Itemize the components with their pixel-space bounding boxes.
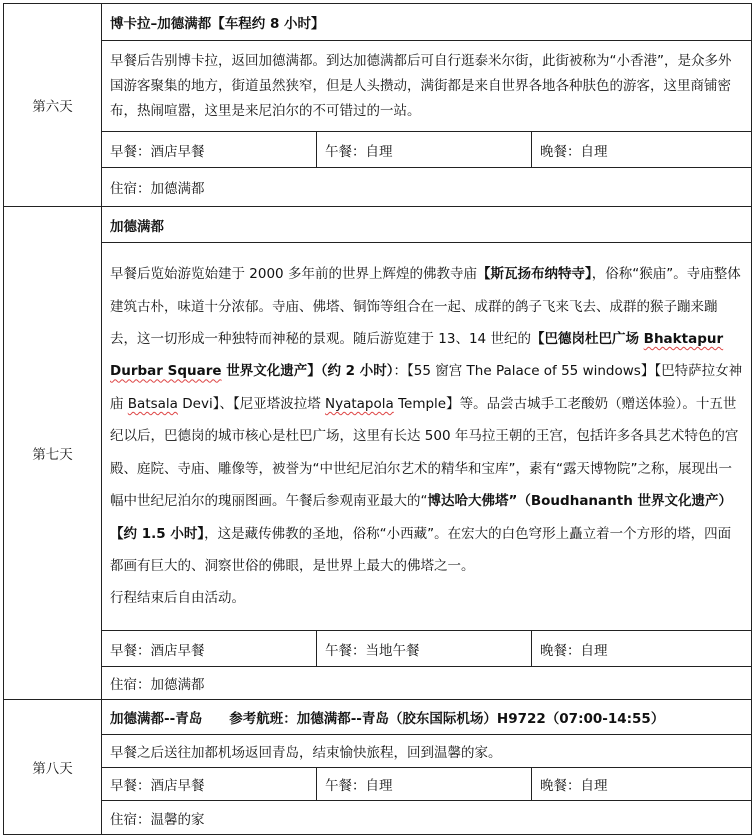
day7-body-row (4, 243, 752, 631)
day6-lunch: 午餐：自理 (317, 132, 532, 168)
day7-lunch: 午餐：当地午餐 (317, 631, 532, 667)
day7-text-2: ，俗称“猴庙”。寺庙整体建筑古朴，味道十分浓郁。寺庙、佛塔、铜饰等组合在一起、成群的鸽子飞来飞去、成群的猴子蹦来蹦去，这一切形成一种独特而神秘的景观。随后游览建于 13、14 世纪的 (110, 266, 741, 348)
day7-highlight-bhaktapur-b: 世界文化遗产】（约 2 小时） (221, 363, 394, 380)
day7-text-nyatapola: Nyatapola (325, 395, 394, 412)
day7-title-row (4, 207, 752, 243)
day7-title: 加德满都 (102, 207, 752, 243)
day8-lodging-row (4, 801, 752, 835)
day7-text-4: ，这是藏传佛教的圣地，俗称“小西藏”。在宏大的白色穹形上矗立着一个方形的塔，四面都画有巨大的、洞察世俗的佛眼，是世界上最大的佛塔之一。 (110, 525, 732, 574)
day7-lodging-row (4, 667, 752, 700)
day8-title: 加德满都--青岛 参考航班：加德满都--青岛（胶东国际机场）H9722（07:00-14:55） (102, 700, 752, 735)
day7-label: 第七天 (4, 207, 102, 700)
day8-lunch: 午餐：自理 (317, 768, 532, 801)
day7-text-5: 行程结束后自由活动。 (110, 590, 245, 607)
day8-title-row (4, 700, 752, 735)
day6-label: 第六天 (4, 4, 102, 207)
day8-lodging: 住宿：温馨的家 (102, 801, 752, 835)
day7-text-3a: ：【55 窗宫 The Palace of 55 windows】【巴特萨拉女神庙 (110, 363, 743, 412)
day6-title-row (4, 4, 752, 41)
day7-highlight-bhaktapur-a: 【巴德岗杜巴广场 (530, 331, 644, 348)
day7-lodging: 住宿：加德满都 (102, 667, 752, 700)
day6-body-row (4, 41, 752, 132)
day6-meals-row (4, 132, 752, 168)
day7-text-3b: Devi】、【尼亚塔波拉塔 (177, 395, 325, 412)
day7-text-3c: Temple】等。品尝古城手工老酸奶（赠送体验）。十五世纪以后，巴德岗的城市核心是杜巴广场，这里有长达 500 年马拉王朝的王宫，包括许多各具艺术特色的宫殿、庭院、寺庙、雕像等，被誉为“中世纪尼泊尔艺术的精华和宝库”，素有“露天博物院”之称，展现出一幅中世纪尼泊尔的瑰丽图画。午餐后参观南亚最大的“ (110, 395, 739, 510)
day6-title: 博卡拉–加德满都【车程约 8 小时】 (102, 4, 752, 41)
day7-description (102, 243, 752, 631)
day6-breakfast: 早餐：酒店早餐 (102, 132, 317, 168)
day6-lodging-row (4, 168, 752, 207)
day6-dinner: 晚餐：自理 (532, 132, 752, 168)
day8-body-row (4, 735, 752, 768)
day8-label: 第八天 (4, 700, 102, 835)
day6-description: 早餐后告别博卡拉，返回加德满都。到达加德满都后可自行逛泰米尔街，此街被称为“小香港”，是众多外国游客聚集的地方，街道虽然狭窄，但是人头攒动，满街都是来自世界各地各种肤色的游客，这里商铺密布，热闹喧嚣，这里是来尼泊尔的不可错过的一站。 (102, 41, 752, 132)
day8-meals-row (4, 768, 752, 801)
day6-lodging: 住宿：加德满都 (102, 168, 752, 207)
day7-dinner: 晚餐：自理 (532, 631, 752, 667)
day7-breakfast: 早餐：酒店早餐 (102, 631, 317, 667)
day7-text-batsala: Batsala (127, 395, 178, 412)
day8-breakfast: 早餐：酒店早餐 (102, 768, 317, 801)
day8-description: 早餐之后送往加都机场返回青岛，结束愉快旅程，回到温馨的家。 (102, 735, 752, 768)
day7-highlight-swayambhunath: 【斯瓦扬布纳特寺】 (476, 266, 592, 283)
day7-meals-row (4, 631, 752, 667)
day8-dinner: 晚餐：自理 (532, 768, 752, 801)
itinerary-table (3, 3, 752, 835)
day7-highlight-bhaktapur-en: Bhaktapur Durbar Square (110, 331, 724, 380)
day7-highlight-boudhanath: 博达哈大佛塔”（Boudhananth 世界文化遗产）【约 1.5 小时】 (110, 493, 733, 542)
day7-text-1: 早餐后览始游览始建于 2000 多年前的世界上辉煌的佛教寺庙 (110, 266, 477, 283)
